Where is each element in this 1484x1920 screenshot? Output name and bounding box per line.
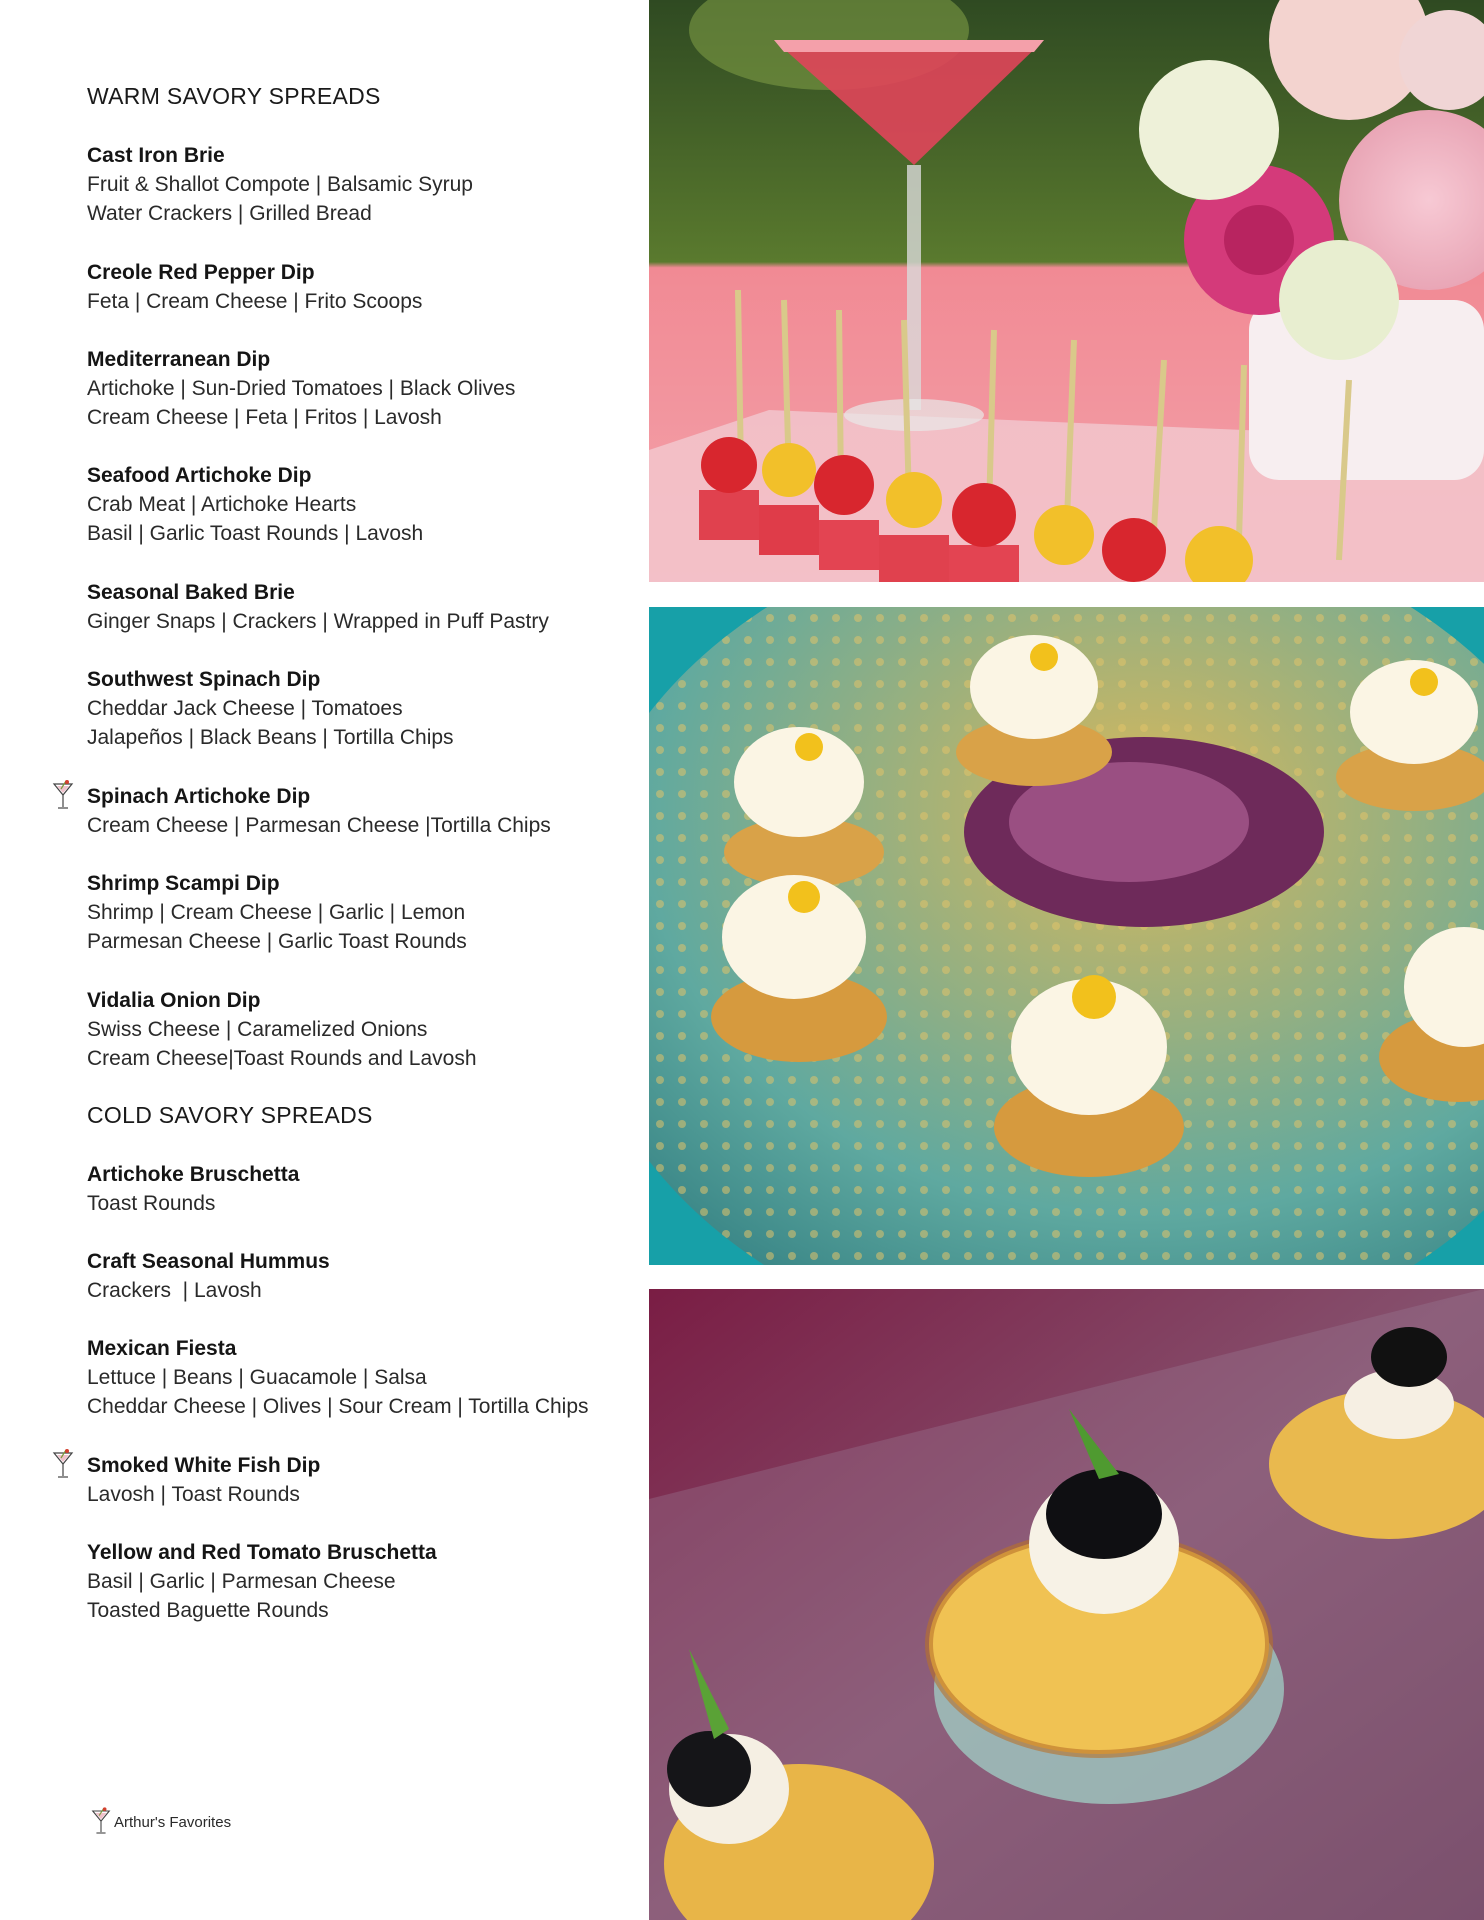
menu-item-smoked-white-fish-dip: [87, 1451, 320, 1509]
menu-item-creole-red-pepper-dip: [87, 258, 422, 316]
item-description: Toasted Baguette Rounds: [87, 1599, 329, 1622]
item-description: Basil | Garlic Toast Rounds | Lavosh: [87, 522, 424, 545]
martini-icon: [51, 1449, 75, 1481]
item-description: Cream Cheese | Feta | Fritos | Lavosh: [87, 406, 442, 429]
item-name: Craft Seasonal Hummus: [87, 1250, 330, 1273]
menu-item-southwest-spinach-dip: [87, 665, 454, 752]
menu-item-spinach-artichoke-dip: [87, 782, 551, 840]
item-description: Crackers | Lavosh: [87, 1279, 262, 1302]
item-name: Yellow and Red Tomato Bruschetta: [87, 1541, 437, 1564]
item-description: Basil | Garlic | Parmesan Cheese: [87, 1570, 396, 1593]
photo-caviar-cakes: [649, 1289, 1484, 1920]
item-description: Ginger Snaps | Crackers | Wrapped in Puff Pastry: [87, 610, 549, 633]
item-description: Lettuce | Beans | Guacamole | Salsa: [87, 1366, 427, 1389]
menu-item-artichoke-bruschetta: [87, 1160, 299, 1218]
menu-item-seafood-artichoke-dip: [87, 461, 423, 548]
item-name: Southwest Spinach Dip: [87, 668, 321, 691]
item-description: Lavosh | Toast Rounds: [87, 1483, 300, 1506]
menu-item-yellow-red-tomato-bruschetta: [87, 1538, 437, 1625]
item-description: Cheddar Cheese | Olives | Sour Cream | Tortilla Chips: [87, 1395, 589, 1418]
item-description: Swiss Cheese | Caramelized Onions: [87, 1018, 428, 1041]
item-description: Fruit & Shallot Compote | Balsamic Syrup: [87, 173, 473, 196]
martini-icon: [51, 780, 75, 812]
menu-item-craft-seasonal-hummus: [87, 1247, 330, 1305]
menu-item-mediterranean-dip: [87, 345, 515, 432]
item-description: Cream Cheese|Toast Rounds and Lavosh: [87, 1047, 477, 1070]
item-name: Seasonal Baked Brie: [87, 581, 295, 604]
item-name: Smoked White Fish Dip: [87, 1454, 321, 1477]
item-name: Shrimp Scampi Dip: [87, 872, 280, 895]
section-title-warm: WARM SAVORY SPREADS: [87, 83, 381, 109]
menu-item-vidalia-onion-dip: [87, 986, 477, 1073]
item-description: Toast Rounds: [87, 1192, 216, 1215]
item-name: Mediterranean Dip: [87, 348, 271, 371]
item-description: Crab Meat | Artichoke Hearts: [87, 493, 357, 516]
section-title-cold: COLD SAVORY SPREADS: [87, 1102, 373, 1128]
photo-piped-canapes: [649, 607, 1484, 1265]
menu-item-cast-iron-brie: [87, 141, 473, 228]
legend-label: Arthur's Favorites: [114, 1813, 232, 1831]
item-name: Vidalia Onion Dip: [87, 989, 261, 1012]
item-description: Feta | Cream Cheese | Frito Scoops: [87, 290, 423, 313]
item-name: Seafood Artichoke Dip: [87, 464, 312, 487]
photo-cocktail-skewers: [649, 0, 1484, 582]
martini-icon: [90, 1806, 112, 1838]
item-description: Jalapeños | Black Beans | Tortilla Chips: [87, 726, 454, 749]
menu-item-mexican-fiesta: [87, 1334, 589, 1421]
menu-item-shrimp-scampi-dip: [87, 869, 467, 956]
item-description: Artichoke | Sun-Dried Tomatoes | Black Olives: [87, 377, 516, 400]
item-description: Water Crackers | Grilled Bread: [87, 202, 372, 225]
item-description: Parmesan Cheese | Garlic Toast Rounds: [87, 930, 467, 953]
item-name: Artichoke Bruschetta: [87, 1163, 300, 1186]
favorites-legend: [90, 1806, 231, 1838]
item-name: Mexican Fiesta: [87, 1337, 237, 1360]
menu-item-seasonal-baked-brie: [87, 578, 549, 636]
item-name: Creole Red Pepper Dip: [87, 261, 315, 284]
item-description: Shrimp | Cream Cheese | Garlic | Lemon: [87, 901, 466, 924]
item-name: Spinach Artichoke Dip: [87, 785, 311, 808]
item-description: Cheddar Jack Cheese | Tomatoes: [87, 697, 403, 720]
item-name: Cast Iron Brie: [87, 144, 225, 167]
item-description: Cream Cheese | Parmesan Cheese |Tortilla Chips: [87, 814, 551, 837]
